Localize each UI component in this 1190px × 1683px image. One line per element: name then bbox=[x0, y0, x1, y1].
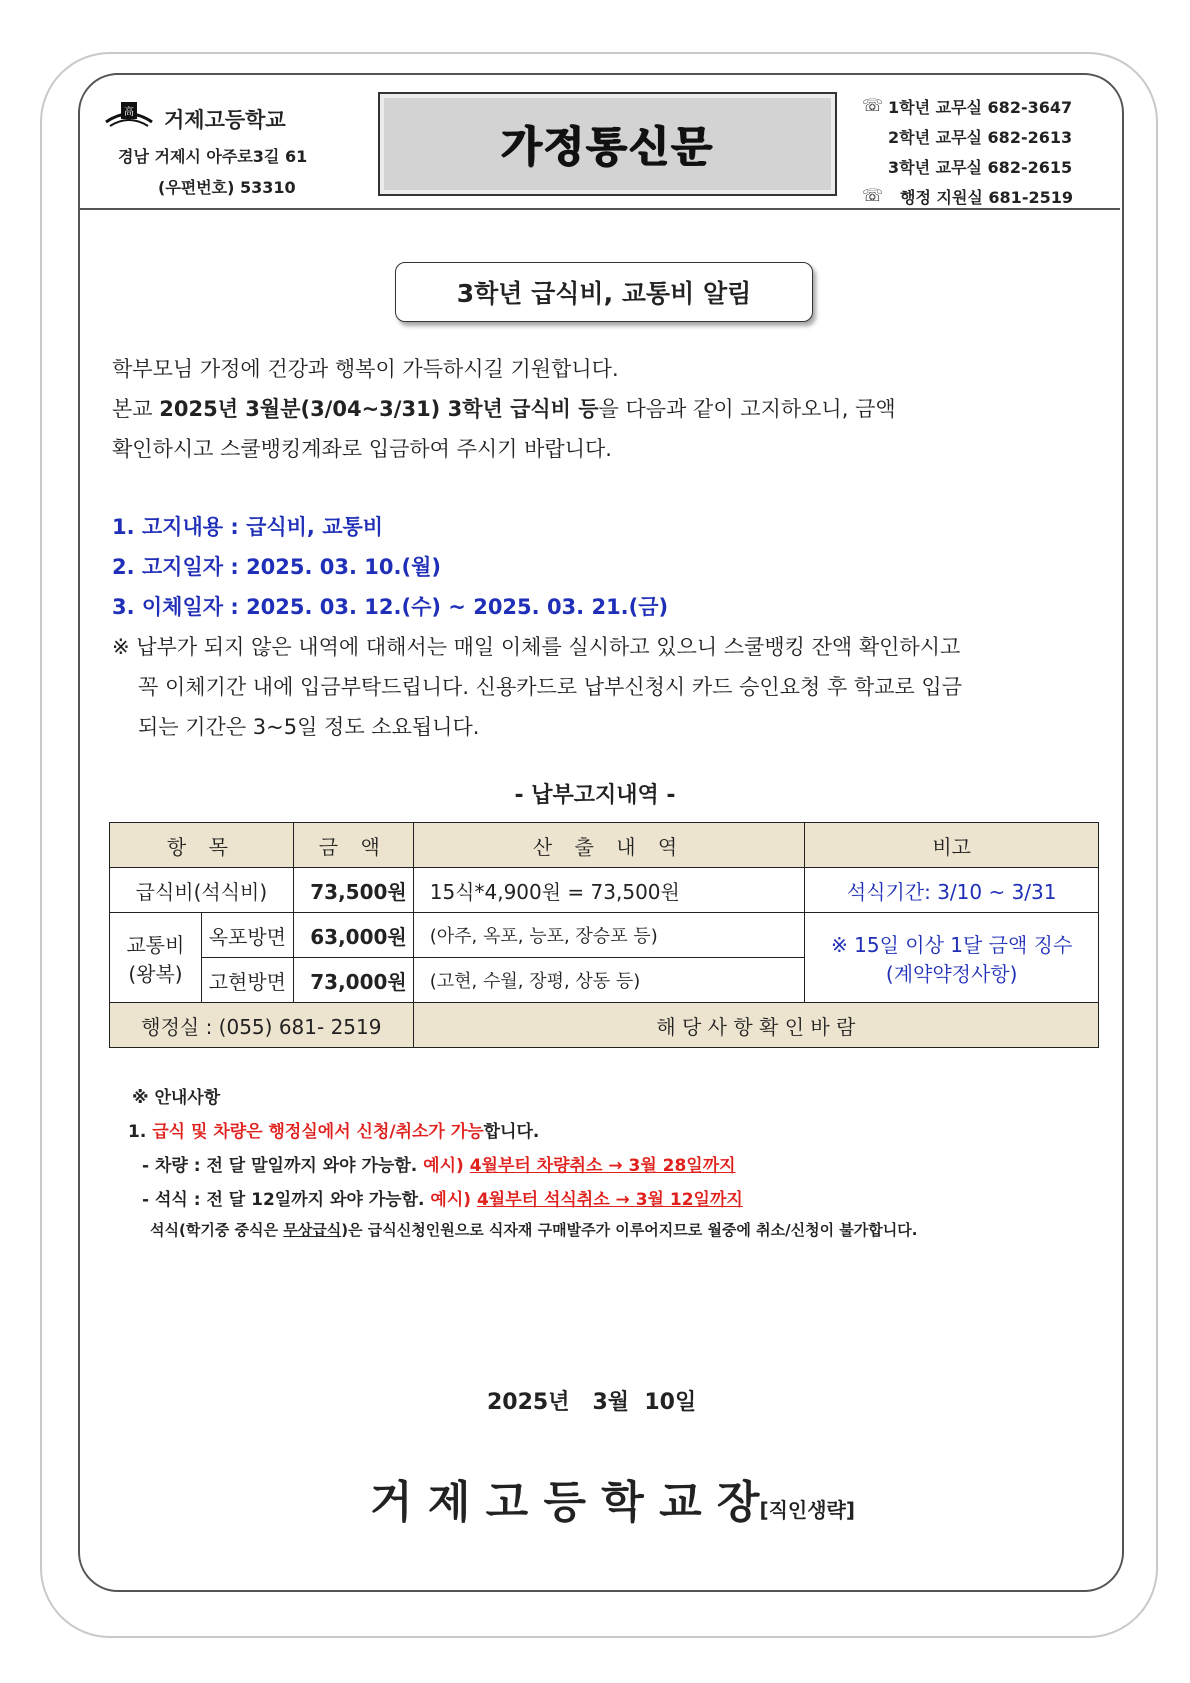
note-text: - 석식 : 전 달 12일까지 와야 가능함. bbox=[142, 1190, 431, 1210]
item-notice-content: 1. 고지내용 : 급식비, 교통비 bbox=[112, 515, 384, 539]
note-1 bbox=[128, 1117, 539, 1142]
notice-title-box bbox=[395, 262, 813, 322]
remark-line-3: 되는 기간은 3~5일 정도 소요됩니다. bbox=[138, 715, 480, 739]
note-small bbox=[150, 1219, 917, 1240]
transport-calc: (고현, 수월, 장평, 상동 등) bbox=[413, 958, 805, 1003]
postal-code: (우편번호) 53310 bbox=[158, 178, 296, 197]
note-dinner bbox=[142, 1185, 743, 1210]
note-text: - 차량 : 전 달 말일까지 와야 가능함. bbox=[142, 1156, 424, 1176]
intro-line-1: 학부모님 가정에 건강과 행복이 가득하시길 기원합니다. bbox=[112, 357, 619, 381]
transport-label-line: 교통비 bbox=[126, 932, 185, 957]
transport-amount: 73,000원 bbox=[293, 958, 413, 1003]
transport-label bbox=[110, 913, 202, 1003]
confirm-message: 해 당 사 항 확 인 바 람 bbox=[413, 1003, 1098, 1048]
note-underlined: 무상급식 bbox=[283, 1221, 342, 1239]
item-notice-date: 2. 고지일자 : 2025. 03. 10.(월) bbox=[112, 555, 441, 579]
intro-text: 본교 bbox=[112, 397, 160, 421]
intro-bold-text: 2025년 3월분(3/04~3/31) 3학년 급식비 등 bbox=[159, 397, 599, 421]
issue-date: 2025년 3월 10일 bbox=[487, 1390, 697, 1415]
note-text: 합니다. bbox=[483, 1122, 540, 1142]
notes-heading: ※ 안내사항 bbox=[132, 1088, 221, 1108]
meal-note: 석식기간: 3/10 ~ 3/31 bbox=[805, 868, 1099, 913]
phone-admin: 행정 지원실 681-2519 bbox=[900, 188, 1073, 207]
header-note: 비고 bbox=[805, 823, 1099, 868]
note-red-underlined: 4월부터 석식취소 → 3월 12일까지 bbox=[476, 1190, 743, 1210]
transport-route: 고현방면 bbox=[201, 958, 293, 1003]
principal-signature bbox=[370, 1466, 855, 1530]
note-red-text: 예시) bbox=[430, 1190, 477, 1210]
transport-calc: (아주, 옥포, 능포, 장승포 등) bbox=[413, 913, 805, 958]
note-vehicle bbox=[142, 1151, 736, 1176]
meal-calc: 15식*4,900원 = 73,500원 bbox=[413, 868, 805, 913]
newsletter-banner bbox=[378, 92, 837, 196]
header-amount: 금 액 bbox=[293, 823, 413, 868]
seal-note: [직인생략] bbox=[759, 1498, 855, 1522]
remark-line-2: 꼭 이체기간 내에 입금부탁드립니다. 신용카드로 납부신청시 카드 승인요청 후 학교로 입금 bbox=[138, 675, 963, 699]
intro-line-2 bbox=[112, 393, 896, 423]
fee-table bbox=[109, 822, 1099, 1048]
phone-grade1: 1학년 교무실 682-3647 bbox=[888, 98, 1073, 117]
table-row bbox=[110, 868, 1099, 913]
school-logo-icon bbox=[104, 100, 154, 130]
header-divider bbox=[80, 208, 1120, 210]
school-address: 경남 거제시 아주로3길 61 bbox=[118, 147, 308, 166]
header-calc: 산 출 내 역 bbox=[413, 823, 805, 868]
table-header-row bbox=[110, 823, 1099, 868]
note-red-underlined: 4월부터 차량취소 → 3월 28일까지 bbox=[469, 1156, 736, 1176]
admin-office-phone: 행정실 : (055) 681- 2519 bbox=[110, 1003, 414, 1048]
transport-note bbox=[805, 913, 1099, 1003]
transport-label-line: (왕복) bbox=[128, 961, 183, 986]
table-footer-row bbox=[110, 1003, 1099, 1048]
note-text: 석식(학기중 중식은 bbox=[150, 1221, 284, 1239]
fee-table-title: - 납부고지내역 - bbox=[514, 783, 676, 808]
note-red-text: 급식 및 차량은 행정실에서 신청/취소가 가능 bbox=[152, 1122, 484, 1142]
transport-note-line: (계약약정사항) bbox=[885, 961, 1018, 986]
phone-icon: ☏ bbox=[862, 186, 884, 206]
principal-title: 거 제 고 등 학 교 장 bbox=[370, 1477, 760, 1528]
transport-note-line: ※ 15일 이상 1달 금액 징수 bbox=[831, 932, 1073, 957]
svg-text:高: 高 bbox=[124, 107, 134, 118]
intro-text: 을 다음과 같이 고지하오니, 금액 bbox=[598, 397, 896, 421]
phone-icon: ☏ bbox=[862, 96, 884, 116]
note-number: 1. bbox=[128, 1122, 153, 1142]
item-transfer-date: 3. 이체일자 : 2025. 03. 12.(수) ~ 2025. 03. 21.(금) bbox=[112, 595, 669, 619]
banner-title: 가정통신문 bbox=[501, 122, 714, 171]
remark-line-1: ※ 납부가 되지 않은 내역에 대해서는 매일 이체를 실시하고 있으니 스쿨뱅킹 잔액 확인하시고 bbox=[112, 635, 961, 659]
phone-grade3: 3학년 교무실 682-2615 bbox=[888, 158, 1073, 177]
school-name: 거제고등학교 bbox=[164, 108, 286, 132]
notice-title: 3학년 급식비, 교통비 알림 bbox=[456, 279, 752, 308]
transport-amount: 63,000원 bbox=[293, 913, 413, 958]
header-item: 항 목 bbox=[110, 823, 294, 868]
meal-item: 급식비(석식비) bbox=[110, 868, 294, 913]
phone-grade2: 2학년 교무실 682-2613 bbox=[888, 128, 1073, 147]
intro-line-3: 확인하시고 스쿨뱅킹계좌로 입금하여 주시기 바랍니다. bbox=[112, 437, 612, 461]
table-row bbox=[110, 913, 1099, 958]
meal-amount: 73,500원 bbox=[293, 868, 413, 913]
note-text: )은 급식신청인원으로 식자재 구매발주가 이루어지므로 월중에 취소/신청이 불가합니다. bbox=[341, 1221, 918, 1239]
transport-route: 옥포방면 bbox=[201, 913, 293, 958]
note-red-text: 예시) bbox=[423, 1156, 470, 1176]
